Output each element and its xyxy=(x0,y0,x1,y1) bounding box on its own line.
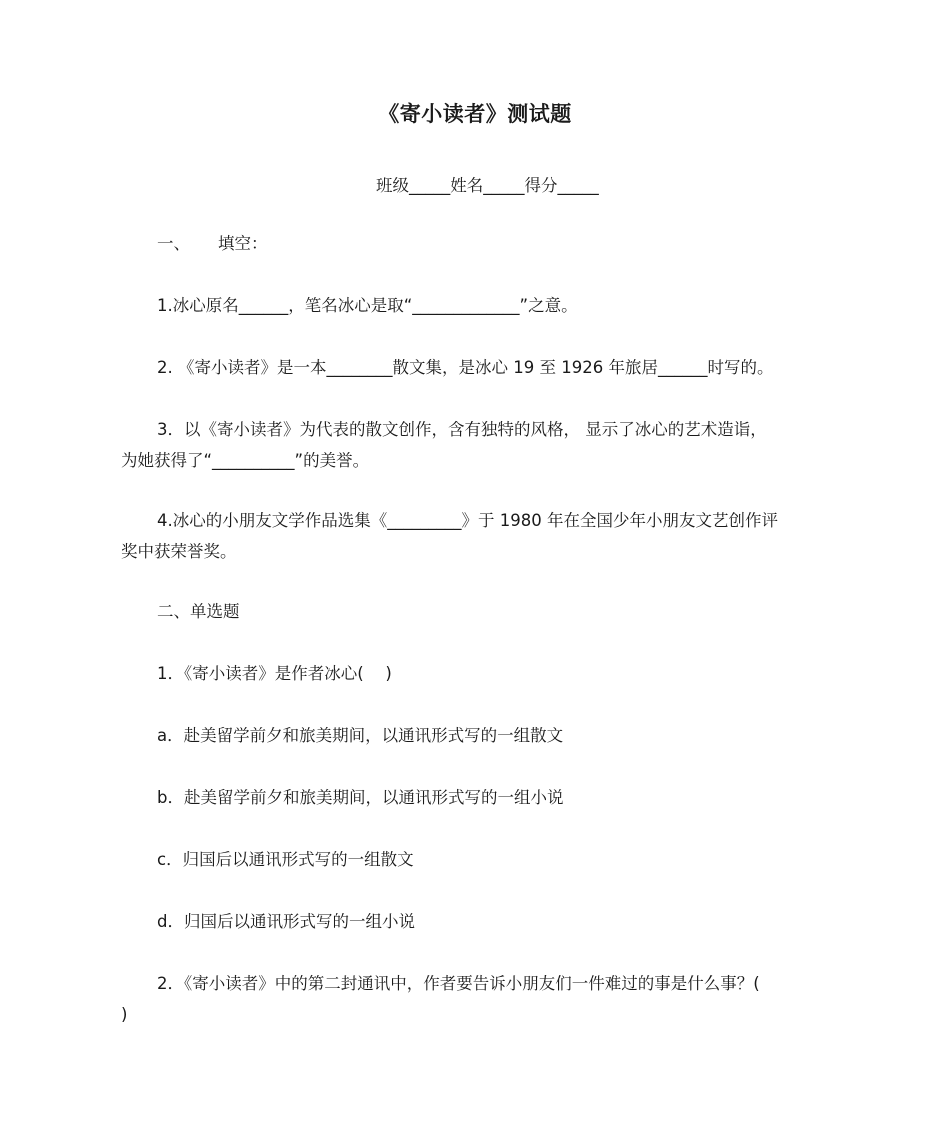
choice-option-d xyxy=(121,906,833,937)
choice-option-b-text: b．赴美留学前夕和旅美期间，以通讯形式写的一组小说 xyxy=(157,788,564,807)
fill-question-3 xyxy=(121,414,833,476)
fill-question-1 xyxy=(121,290,833,321)
student-info-line: 班级_____姓名_____得分_____ xyxy=(376,176,599,195)
fill-question-2 xyxy=(121,352,833,383)
choice-question-2-line-1: 2．《寄小读者》中的第二封通讯中，作者要告诉小朋友们一件难过的事是什么事？( xyxy=(157,974,760,993)
fill-question-4 xyxy=(121,505,833,567)
choice-heading-text: 二、单选题 xyxy=(157,602,240,621)
fill-section-heading xyxy=(121,228,833,259)
fill-question-3-line-1: 3．以《寄小读者》为代表的散文创作，含有独特的风格， 显示了冰心的艺术造诣， xyxy=(157,420,767,439)
choice-question-2 xyxy=(121,968,833,1030)
fill-question-1-text: 1.冰心原名______，笔名冰心是取“_____________”之意。 xyxy=(157,296,578,315)
choice-option-c xyxy=(121,844,833,875)
choice-option-d-text: d．归国后以通讯形式写的一组小说 xyxy=(157,912,415,931)
choice-option-a xyxy=(121,720,833,751)
choice-option-b xyxy=(121,782,833,813)
choice-option-c-text: c．归国后以通讯形式写的一组散文 xyxy=(157,850,414,869)
fill-question-2-text: 2. 《寄小读者》是一本________散文集，是冰心 19 至 1926 年旅居______时写的。 xyxy=(157,358,774,377)
fill-heading-number: 一、 xyxy=(157,234,190,253)
page-title: 《寄小读者》测试题 xyxy=(378,102,572,126)
fill-question-4-line-2: 奖中获荣誉奖。 xyxy=(121,542,237,561)
choice-section-heading xyxy=(121,596,833,627)
choice-question-2-line-2: ) xyxy=(121,1005,128,1024)
fill-heading-text: 填空： xyxy=(218,234,268,253)
choice-question-1-text: 1．《寄小读者》是作者冰心( ) xyxy=(157,664,392,683)
choice-question-1 xyxy=(121,658,833,689)
fill-question-4-line-1: 4.冰心的小朋友文学作品选集《_________》于 1980 年在全国少年小朋友文艺创作评 xyxy=(157,511,778,530)
fill-question-3-line-2: 为她获得了“__________”的美誉。 xyxy=(121,451,370,470)
choice-option-a-text: a．赴美留学前夕和旅美期间，以通讯形式写的一组散文 xyxy=(157,726,564,745)
